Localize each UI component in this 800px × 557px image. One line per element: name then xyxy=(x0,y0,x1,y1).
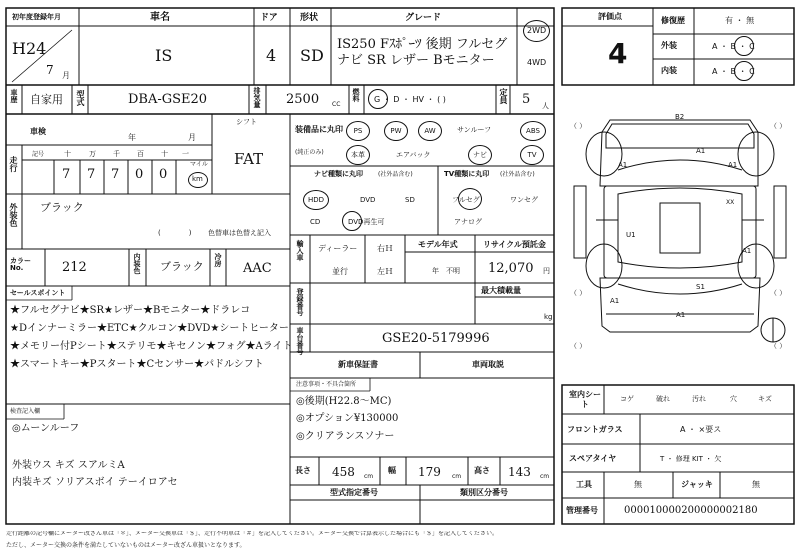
inspector-line: 内装キズ ソリアスボイ テーイロアセ xyxy=(12,477,178,488)
interior-grade-label: 内装 xyxy=(661,66,677,75)
displacement-label: 排気量 xyxy=(253,87,261,108)
footer-note-1: 走行距離の記号欄にメーター改ざん車は「＊」、メーター交換車は「＄」、走行不明車は「＃」を記入してください。メーター交換で合算表示した場合にも「＄」を記入してください。 xyxy=(6,531,499,537)
exterior-grade-circle xyxy=(734,36,754,56)
color-no-label: カラーNo. xyxy=(10,257,31,272)
diagram-mark: U1 xyxy=(626,231,636,239)
digit-unit-2: 万 xyxy=(89,150,96,158)
tv-fullseg-circle xyxy=(458,188,482,210)
vin-value: GSE20-5179996 xyxy=(382,331,490,346)
vin-label: 車台番号 xyxy=(296,327,304,355)
mile-label: マイル xyxy=(190,161,208,168)
color-change-note: 色替車は色替え記入 xyxy=(208,229,271,237)
displacement-value: 2500 xyxy=(286,92,320,107)
diagram-mark: S1 xyxy=(696,283,705,291)
mileage-digit: 7 xyxy=(62,167,71,182)
inspection-year-unit: 年 xyxy=(128,133,136,142)
grade-value: IS250 Fｽﾎﾟｰﾂ 後期 フルセグナビ SR レザー Bモニター xyxy=(337,37,508,69)
diagram-paren: （ ） xyxy=(570,122,587,130)
shift-label: シフト xyxy=(236,118,257,126)
max-load-label: 最大積載量 xyxy=(481,286,521,295)
import-right-hand: 右Ｈ xyxy=(377,244,393,253)
inspector-label: 検査記入欄 xyxy=(10,408,41,415)
mileage-label: 走行 xyxy=(9,156,18,172)
width-label: 幅 xyxy=(388,466,396,475)
tools-label: 工具 xyxy=(576,480,592,489)
color-note-bracket: ( ) xyxy=(158,229,192,237)
interior-color-label: 内装色 xyxy=(133,253,141,274)
diagram-mark: A1 xyxy=(728,161,738,169)
import-parallel: 並行 xyxy=(332,267,348,276)
usage-label: 車歴 xyxy=(10,89,18,103)
color-no-value: 212 xyxy=(62,260,87,275)
seat-option: コゲ xyxy=(620,395,634,403)
jack-label: ジャッキ xyxy=(681,480,713,489)
repair-options: 有 ・ 無 xyxy=(725,16,755,25)
note-line: ◎後期(H22.8～MC) xyxy=(296,396,392,407)
diagram-mark: A1 xyxy=(696,147,706,155)
type-cert-label: 型式指定番号 xyxy=(330,488,378,497)
windshield-label: フロントガラス xyxy=(567,425,623,434)
model-label: 型式 xyxy=(76,90,85,106)
fuel-circle xyxy=(368,89,388,109)
nav-sd: SD xyxy=(405,196,415,204)
usage-value: 自家用 xyxy=(30,93,63,106)
import-dealer: ディーラー xyxy=(318,244,358,253)
nav-dvd-play-circle xyxy=(342,211,362,231)
doors: 4 xyxy=(266,46,277,65)
seat-label: 室内シート xyxy=(569,390,601,410)
max-load-unit: kg xyxy=(544,313,553,321)
digit-unit-6: 一 xyxy=(182,150,189,158)
diagram-paren: （ ） xyxy=(770,342,787,350)
mileage-digit: 7 xyxy=(87,167,96,182)
manual-label: 車両取説 xyxy=(472,360,504,369)
repair-label: 修復歴 xyxy=(661,16,685,25)
car-name-label: 車名 xyxy=(150,12,170,23)
length-label: 長さ xyxy=(295,466,311,475)
model-year-value: 年 不明 xyxy=(432,267,460,275)
tools-value: 無 xyxy=(634,480,642,489)
tv-type-sub: (社外品含む) xyxy=(500,171,535,178)
note-line: ◎オプション¥130000 xyxy=(296,413,399,424)
mileage-digit: 0 xyxy=(135,167,144,182)
diagram-mark: A1 xyxy=(618,161,628,169)
sales-point-line: ★スマートキー★Pスタート★Cセンサー★パドルシフト xyxy=(10,359,264,370)
class-number-label: 類別区分番号 xyxy=(460,488,508,497)
diagram-mark: A1 xyxy=(676,311,686,319)
mileage-digit: 7 xyxy=(111,167,120,182)
car-diagram xyxy=(574,120,786,342)
diagram-mark: B2 xyxy=(675,113,685,121)
nav-hdd: HDD xyxy=(303,190,329,210)
inspector-line: 外装ウス キズ スアルミA xyxy=(12,460,125,471)
drive-2wd: 2WD xyxy=(527,26,547,35)
exterior-grade-label: 外装 xyxy=(661,41,677,50)
recycle-label: リサイクル預託金 xyxy=(483,240,546,249)
reg-number-label: 登録番号 xyxy=(296,288,304,316)
nav-dvd-play: DVD再生可 xyxy=(348,218,385,226)
diagram-mark: XX xyxy=(726,199,735,206)
note-line: ◎クリアランスソナー xyxy=(296,431,395,442)
reg-month-unit: 月 xyxy=(62,71,70,80)
notes-label: 注意事項・不具合箇所 xyxy=(296,381,357,388)
shape-label: 形状 xyxy=(300,13,319,23)
model-code: DBA-GSE20 xyxy=(128,92,208,107)
equip-aw: AW xyxy=(418,121,442,141)
inspection-label: 車検 xyxy=(30,127,46,136)
equip-navi: ナビ xyxy=(468,145,492,165)
exterior-grade-options: A ・ B ・ C xyxy=(712,42,755,51)
seat-option: 汚れ xyxy=(692,395,706,403)
footer-note-2: ただし、メーター交換の条件を満たしていないものはメーター改ざん車扱いとなります。 xyxy=(6,542,246,549)
management-no-label: 管理番号 xyxy=(566,506,598,515)
km-label: km xyxy=(192,175,203,183)
sales-point-line: ★Dインナーミラー★ETC★クルコン★DVD★シートヒーター xyxy=(10,323,289,334)
equip-airbag: エアバック xyxy=(396,151,431,159)
inspection-month-unit: 月 xyxy=(188,133,196,142)
diagram-paren: （ ） xyxy=(570,342,587,350)
width-unit: cm xyxy=(452,473,462,480)
interior-grade-options: A ・ B ・ C xyxy=(712,67,755,76)
cc-unit: CC xyxy=(332,101,341,108)
width-value: 179 xyxy=(418,465,441,479)
management-no-value: 000010000200000002180 xyxy=(624,505,758,516)
digit-unit-3: 千 xyxy=(113,150,120,158)
sales-point-line: ★フルセグナビ★SR★レザー★Bモニター★ドラレコ xyxy=(10,305,251,316)
recycle-unit: 円 xyxy=(543,267,550,275)
model-year-label: モデル年式 xyxy=(418,240,458,249)
seat-option: 破れ xyxy=(656,395,670,403)
diagram-paren: （ ） xyxy=(770,122,787,130)
diagram-paren: （ ） xyxy=(570,289,587,297)
nav-type-sub: (社外品含む) xyxy=(378,171,413,178)
height-unit: cm xyxy=(540,473,550,480)
digit-unit-4: 百 xyxy=(137,150,144,158)
length-value: 458 xyxy=(332,465,355,479)
fuel-options: G ・ D ・ HV ・ ( ) xyxy=(374,95,446,104)
interior-grade-circle xyxy=(734,61,754,81)
equip-tv: TV xyxy=(520,145,544,165)
score-label: 評価点 xyxy=(598,12,622,21)
car-name: IS xyxy=(155,46,173,65)
equip-abs: ABS xyxy=(520,121,546,141)
nav-type-label: ナビ種類に丸印 xyxy=(314,170,363,178)
body-shape: SD xyxy=(300,46,324,65)
new-car-cert-label: 新車保証書 xyxy=(338,360,378,369)
import-label: 輸入車 xyxy=(296,240,304,261)
digit-unit-5: 十 xyxy=(161,150,168,158)
equip-ps: PS xyxy=(346,121,370,141)
tv-fullseg: フルセグ xyxy=(452,196,480,204)
tv-analog: アナログ xyxy=(454,218,482,226)
capacity-value: 5 xyxy=(522,92,531,107)
exterior-color-value: ブラック xyxy=(40,201,84,214)
equipment-sub: (純正のみ) xyxy=(295,149,324,156)
diagram-mark: A1 xyxy=(610,297,620,305)
jack-value: 無 xyxy=(752,480,760,489)
seat-option: キズ xyxy=(758,395,772,403)
equip-leather: 本革 xyxy=(346,145,370,165)
recycle-value: 12,070 xyxy=(488,261,534,276)
tv-oneseg: ワンセグ xyxy=(510,196,538,204)
reg-year-label: 初年度登録年月 xyxy=(12,13,61,21)
exterior-color-label: 外装色 xyxy=(9,203,18,227)
equip-sunroof: サンルーフ xyxy=(457,126,492,134)
interior-color-value: ブラック xyxy=(160,260,204,273)
windshield-options: A ・ ×要ス xyxy=(680,425,722,434)
spare-tire-options: T ・ 修理 KIT ・ 欠 xyxy=(660,455,722,463)
sales-points-label: セールスポイント xyxy=(10,289,66,297)
reg-era: H24 xyxy=(12,39,47,58)
length-unit: cm xyxy=(364,473,374,480)
reg-month: 7 xyxy=(46,63,54,77)
equipment-label: 装備品に丸印 xyxy=(295,125,343,134)
sales-point-line: ★メモリー付Pシート★ステリモ★キセノン★フォグ★Aライト xyxy=(10,341,293,352)
equip-pw: PW xyxy=(384,121,408,141)
grade-label: グレード xyxy=(405,13,442,23)
ac-value: AAC xyxy=(243,261,272,276)
mileage-symbol-label: 記号 xyxy=(32,151,45,158)
diagram-paren: （ ） xyxy=(770,289,787,297)
nav-cd: CD xyxy=(310,218,321,226)
height-value: 143 xyxy=(508,465,531,479)
digit-unit-1: 十 xyxy=(64,150,71,158)
shift-value: FAT xyxy=(234,150,264,168)
ac-label: 冷房 xyxy=(214,253,222,267)
nav-dvd: DVD xyxy=(360,196,376,204)
inspector-line: ◎ムーンルーフ xyxy=(12,423,80,434)
capacity-unit: 人 xyxy=(542,102,549,110)
tv-type-label: TV種類に丸印 xyxy=(444,170,490,178)
spare-tire-label: スペアタイヤ xyxy=(569,454,617,463)
drive-4wd: 4WD xyxy=(527,58,547,67)
fuel-label: 燃料 xyxy=(352,88,360,102)
height-label: 高さ xyxy=(474,466,490,475)
seat-option: 穴 xyxy=(730,395,737,403)
score-value: 4 xyxy=(608,37,628,70)
mileage-digit: 0 xyxy=(159,167,168,182)
door-label: ドア xyxy=(260,13,278,23)
import-left-hand: 左Ｈ xyxy=(377,267,393,276)
capacity-label: 定員 xyxy=(499,88,508,104)
diagram-mark: A1 xyxy=(742,247,752,255)
